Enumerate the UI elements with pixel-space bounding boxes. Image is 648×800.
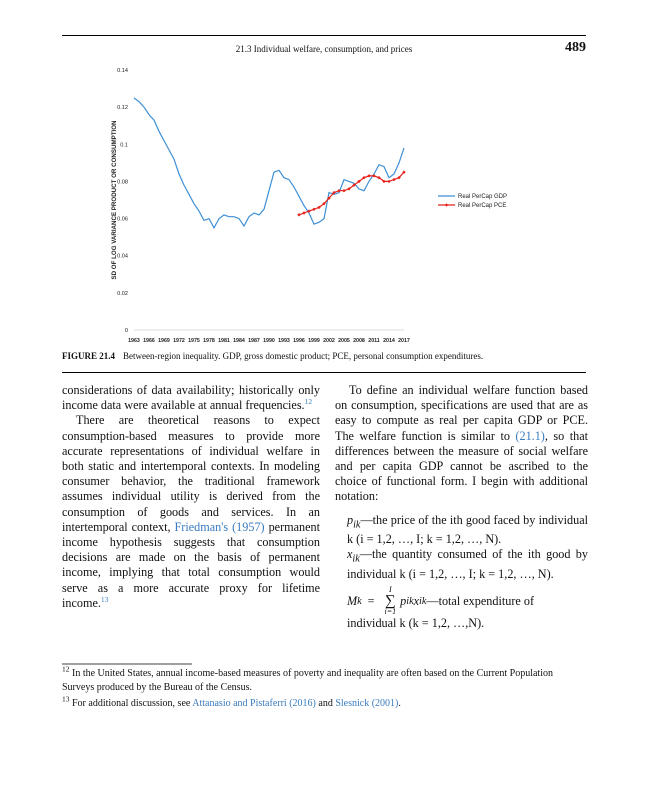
paragraph bbox=[335, 383, 588, 505]
symbol: M bbox=[347, 593, 358, 608]
x-tick-label: 2011 bbox=[368, 338, 380, 344]
x-tick-label: 1984 bbox=[233, 338, 245, 344]
definition-quantity bbox=[335, 547, 588, 582]
y-tick-label: 0.08 bbox=[117, 179, 128, 186]
caption-rule bbox=[62, 372, 586, 373]
definition-text: —total expenditure of bbox=[426, 593, 534, 608]
text: , so that differences between the measure of social welfare and per capita GDP cannot be ascribed to the choice of functional form. I begin with additional notation: bbox=[335, 428, 588, 504]
subscript: k bbox=[357, 595, 362, 607]
notation-list bbox=[335, 513, 588, 632]
line-chart bbox=[108, 66, 548, 346]
subscript: ik bbox=[406, 595, 414, 607]
pce-data-point bbox=[302, 211, 305, 214]
x-tick-label: 1993 bbox=[278, 338, 290, 344]
definition-text: —the price of the ith good faced by individual k (i = 1,2, …, I; k = 1,2, …, N). bbox=[347, 512, 588, 547]
x-tick-label: 2005 bbox=[338, 338, 350, 344]
pce-data-point bbox=[387, 180, 390, 183]
y-tick-label: 0.1 bbox=[120, 142, 128, 149]
summation bbox=[385, 586, 397, 616]
paragraph bbox=[62, 383, 320, 413]
sum-upper: I bbox=[389, 585, 392, 595]
x-tick-label: 1990 bbox=[263, 338, 275, 344]
pce-data-point bbox=[307, 209, 310, 212]
symbol: x bbox=[347, 547, 353, 562]
equation-link-21-1[interactable]: (21.1) bbox=[515, 428, 545, 443]
footnote-number: 12 bbox=[62, 664, 70, 674]
y-tick-label: 0.02 bbox=[117, 290, 128, 297]
y-tick-label: 0.14 bbox=[117, 68, 128, 74]
pce-data-point bbox=[367, 174, 370, 177]
x-tick-label: 1975 bbox=[188, 338, 200, 344]
footnote-text: . bbox=[398, 698, 401, 709]
footnote-12 bbox=[62, 664, 586, 695]
x-tick-label: 2017 bbox=[398, 338, 410, 344]
x-tick-label: 1972 bbox=[173, 338, 185, 344]
subscript: ik bbox=[419, 595, 427, 607]
text: permanent income hypothesis suggests that consumption decisions are made on the basis of permanent income, implying that total consumption would serve as a more accurate proxy for lifetime income. bbox=[62, 519, 321, 610]
x-tick-label: 1963 bbox=[128, 338, 140, 344]
right-column bbox=[335, 383, 588, 632]
x-tick-label: 1966 bbox=[143, 338, 155, 344]
paragraph bbox=[62, 413, 320, 611]
pce-data-point bbox=[312, 208, 315, 211]
subscript: ik bbox=[352, 553, 360, 565]
equals-sign: = bbox=[367, 593, 375, 608]
footnote-ref-13[interactable]: 13 bbox=[100, 594, 109, 604]
symbol: p bbox=[347, 512, 354, 527]
running-title: 21.3 Individual welfare, consumption, and prices bbox=[235, 44, 413, 54]
header-rule bbox=[62, 35, 586, 36]
page-number: 489 bbox=[565, 40, 586, 55]
figure-label: FIGURE 21.4 bbox=[62, 351, 116, 361]
x-tick-label: 1978 bbox=[203, 338, 215, 344]
legend-label: Real PerCap PCE bbox=[458, 203, 507, 209]
figure-caption bbox=[62, 351, 586, 361]
subscript: ik bbox=[353, 519, 361, 531]
pce-data-point bbox=[392, 178, 395, 181]
series-line-gdp bbox=[134, 98, 404, 228]
x-tick-label: 1996 bbox=[293, 338, 305, 344]
left-column bbox=[62, 383, 320, 611]
sum-lower: i=1 bbox=[384, 607, 397, 617]
citation-link-slesnick[interactable]: Slesnick (2001) bbox=[335, 698, 399, 709]
pce-data-point bbox=[297, 213, 300, 216]
footnote-text: In the United States, annual income-based measures of poverty and inequality are often based on the Current Population Surveys produced by the Bureau of the Census. bbox=[62, 668, 553, 693]
y-tick-label: 0 bbox=[124, 328, 128, 334]
sum-symbol: ∑ bbox=[385, 593, 396, 610]
legend-label: Real PerCap GDP bbox=[458, 194, 508, 200]
citation-link-friedman[interactable]: Friedman's (1957) bbox=[174, 519, 265, 534]
x-tick-label: 1981 bbox=[218, 338, 230, 344]
text: considerations of data availability; historically only income data were available at annual frequencies. bbox=[62, 383, 320, 413]
x-tick-label: 2002 bbox=[323, 338, 335, 344]
definition-price bbox=[335, 513, 588, 548]
x-tick-label: 2008 bbox=[353, 338, 365, 344]
footnote-text: For additional discussion, see bbox=[72, 698, 191, 709]
definition-continuation: individual k (k = 1,2, …,N). bbox=[347, 616, 485, 631]
x-tick-label: 1999 bbox=[308, 338, 320, 344]
text: There are theoretical reasons to expect consumption-based measures to provide more accurate representations of individual welfare in both static and intertemporal contexts. In modeling consumer behavior, the traditional framework assumes individual utility is derived from the consumption of goods and services. In an intertemporal context, bbox=[62, 413, 320, 534]
figure-caption-text: Between-region inequality. GDP, gross domestic product; PCE, personal consumption expenditures. bbox=[123, 351, 484, 361]
definition-expenditure bbox=[335, 586, 588, 616]
pce-data-point bbox=[372, 174, 375, 177]
footnote-ref-12[interactable]: 12 bbox=[304, 397, 313, 407]
y-tick-label: 0.04 bbox=[117, 253, 128, 260]
y-tick-label: 0.12 bbox=[117, 105, 128, 112]
x-tick-label: 1987 bbox=[248, 338, 260, 344]
text: To define an individual welfare function based on consumption, specifications are used that are as easy to compute as real per capita GDP or PCE. The welfare function is similar to bbox=[335, 383, 588, 443]
running-header bbox=[62, 40, 586, 58]
citation-link-attanasio[interactable]: Attanasio and Pistaferri (2016) bbox=[192, 698, 316, 709]
y-tick-label: 0.06 bbox=[117, 216, 128, 223]
x-tick-label: 2014 bbox=[383, 338, 395, 344]
legend-marker bbox=[445, 203, 448, 206]
symbol: x bbox=[413, 593, 420, 608]
x-tick-label: 1969 bbox=[158, 338, 170, 344]
footnote-rule bbox=[62, 663, 586, 665]
footnote-13 bbox=[62, 694, 586, 711]
definition-text: —the quantity consumed of the ith good by individual k (i = 1,2, …, I; k = 1,2, …, N). bbox=[347, 547, 588, 582]
footnote-text: and bbox=[318, 698, 333, 709]
pce-data-point bbox=[342, 189, 345, 192]
footnote-number: 13 bbox=[62, 694, 70, 704]
y-axis-label: SD OF LOG VARIANCE PRODUCT OR CONSUMPTION bbox=[111, 120, 118, 280]
symbol: p bbox=[400, 593, 407, 608]
